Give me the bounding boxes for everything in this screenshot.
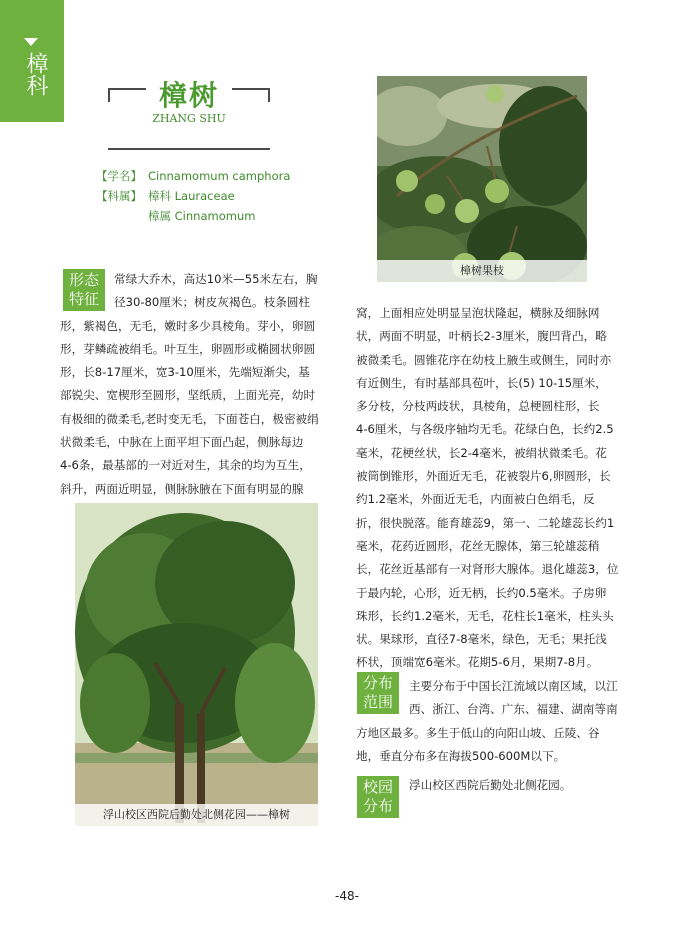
- text-line: 于最内轮，心形，近无柄，长约0.5毫米。子房卵: [356, 585, 607, 600]
- text-line: 状。果球形，直径7-8毫米，绿色，无毛；果托浅: [356, 632, 607, 647]
- family-value: 樟科 Lauraceae: [148, 189, 235, 203]
- family-key: 【科属】: [96, 189, 142, 203]
- text-line: 多分枝，分枝两歧状，具棱角，总梗圆柱形，长: [356, 399, 600, 414]
- text-line: 约1.2毫米，外面近无毛，内面被白色绢毛，反: [356, 492, 595, 507]
- fruit-photo-caption: 樟树果枝: [377, 260, 587, 282]
- text-line: 4-6厘米，与各级序轴均无毛。花绿白色，长约2.5: [356, 422, 614, 437]
- title-block: [108, 80, 270, 150]
- text-line: 珠形，长约1.2毫米，无毛，花柱长1毫米，柱头头: [356, 608, 614, 623]
- fruit-branch-photo: [377, 76, 587, 282]
- text-line: 有极细的微柔毛,老时变无毛，下面苍白，极密被绢: [60, 411, 319, 426]
- morphology-text-continued: [356, 302, 634, 675]
- text-line: 常绿大乔木，高达10米—55米左右，胸: [114, 272, 318, 286]
- morphology-badge-line2: 特征: [68, 290, 99, 308]
- text-line: 窝，上面相应处明显呈泡状隆起，横脉及细脉网: [356, 306, 600, 320]
- category-side-tab: [0, 0, 64, 122]
- text-line: 形，紫褐色，无毛，嫩时多少具棱角。芽小，卵圆: [60, 318, 316, 333]
- text-line: 被筒倒锥形，外面近无毛，花被裂片6,卵圆形，长: [356, 469, 611, 484]
- text-line: 形，芽鳞疏被绢毛。叶互生，卵圆形或椭圆状卵圆: [60, 341, 316, 356]
- text-line: 方地区最多。多生于低山的向阳山坡、丘陵、谷: [356, 725, 600, 740]
- distribution-badge-line1: 分布: [362, 674, 393, 692]
- text-line: 地，垂直分布多在海拔500-600M以下。: [356, 748, 566, 763]
- text-line: 径30-80厘米；树皮灰褐色。枝条圆柱: [114, 295, 311, 310]
- triangle-down-icon: [24, 38, 38, 46]
- scientific-name-value: Cinnamomum camphora: [148, 169, 291, 183]
- text-line: 浮山校区西院后勤处北侧花园。: [409, 778, 572, 792]
- text-line: 毫米，花药近圆形，花丝无腺体，第三轮雄蕊稍: [356, 538, 600, 553]
- campus-text: [409, 774, 629, 797]
- text-line: 折，很快脱落。能育雄蕊9，第一、二轮雄蕊长约1: [356, 515, 615, 530]
- category-label: 樟科: [23, 52, 48, 96]
- tree-photo: [75, 503, 318, 826]
- text-line: 状微柔毛，中脉在上面平坦下面凸起，侧脉每边: [60, 435, 304, 450]
- text-line: 毫米，花梗丝状，长2-4毫米，被绢状微柔毛。花: [356, 445, 607, 460]
- text-line: 形，长8-17厘米，宽3-10厘米，先端短渐尖，基: [60, 365, 310, 380]
- campus-badge: [357, 776, 399, 818]
- scientific-name-key: 【学名】: [96, 169, 142, 183]
- text-line: 西、浙江、台湾、广东、福建、湖南等南: [409, 702, 618, 717]
- taxonomy-info: [96, 166, 290, 226]
- campus-badge-line2: 分布: [362, 797, 393, 815]
- text-line: 被微柔毛。圆锥花序在幼枝上腋生或侧生，同时亦: [356, 352, 612, 367]
- text-line: 主要分布于中国长江流域以南区域，以江: [409, 679, 618, 693]
- page-number: -48-: [335, 889, 359, 903]
- text-line: 有近侧生，有时基部具苞叶，长(5) 10-15厘米，: [356, 375, 607, 390]
- page-title: 樟树: [158, 79, 219, 112]
- campus-badge-line1: 校园: [362, 778, 393, 796]
- text-line: 4-6条，最基部的一对近对生，其余的均为互生，: [60, 458, 311, 473]
- morphology-badge-line1: 形态: [68, 271, 99, 289]
- page-title-pinyin: ZHANG SHU: [152, 112, 226, 125]
- text-line: 杯状，顶端宽6毫米。花期5-6月，果期7-8月。: [356, 655, 599, 670]
- text-line: 部锐尖、宽楔形至圆形，坚纸质，上面光亮，幼时: [60, 388, 316, 403]
- text-line: 斜升，两面近明显，侧脉脉腋在下面有明显的腺: [60, 481, 304, 496]
- distribution-text: [356, 675, 634, 768]
- text-line: 状，两面不明显，叶柄长2-3厘米，腹凹背凸，略: [356, 329, 607, 344]
- distribution-badge-line2: 范围: [362, 693, 393, 711]
- tree-photo-caption: 浮山校区西院后勤处北侧花园——樟树: [75, 804, 318, 826]
- genus-value: 樟属 Cinnamomum: [148, 209, 256, 223]
- text-line: 长，花丝近基部有一对肾形大腺体。退化雄蕊3，位: [356, 562, 619, 577]
- morphology-text: [60, 268, 335, 501]
